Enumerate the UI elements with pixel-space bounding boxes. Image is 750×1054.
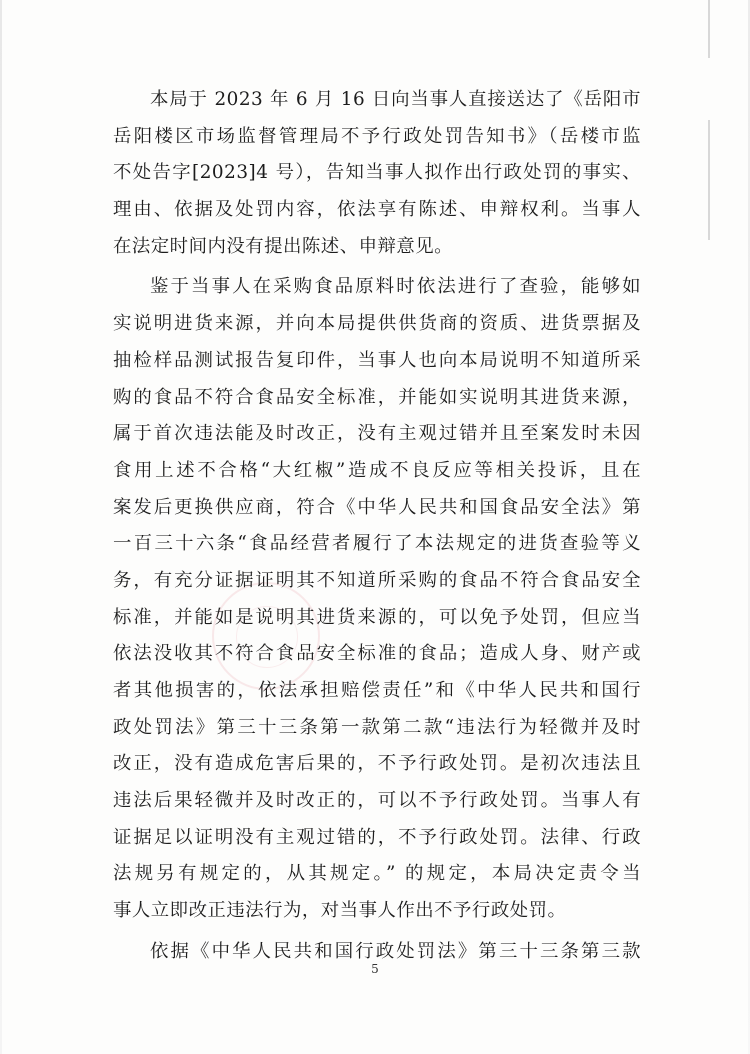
text-line: 者其他损害的，依法承担赔偿责任”和《中华人民共和国行	[113, 680, 641, 701]
text-line: 属于首次违法能及时改正，没有主观过错并且至案发时未因	[113, 423, 641, 445]
scan-edge-left	[0, 0, 2, 1054]
text-line: 法规另有规定的，从其规定。” 的规定，本局决定责令当	[113, 863, 641, 885]
text-line: 购的食品不符合食品安全标准，并能如实说明其进货来源，	[113, 386, 641, 408]
text-line: 改正，没有造成危害后果的，不予行政处罚。是初次违法且	[113, 753, 641, 775]
text-line: 案发后更换供应商，符合《中华人民共和国食品安全法》第	[113, 496, 641, 518]
document-body	[113, 82, 641, 971]
text-line: 标准，并能如是说明其进货来源的，可以免予处罚，但应当	[113, 606, 641, 628]
page-number: 5	[371, 962, 379, 976]
text-line: 抽检样品测试报告复印件，当事人也向本局说明不知道所采	[113, 349, 641, 371]
scan-margin-mark	[708, 0, 710, 58]
text-line: 证据足以证明没有主观过错的，不予行政处罚。法律、行政	[113, 826, 641, 848]
text-line: 政处罚法》第三十三条第一款第二款“违法行为轻微并及时	[113, 716, 641, 738]
scan-margin-mark	[708, 120, 710, 240]
text-line: 事人立即改正违法行为，对当事人作出不予行政处罚。	[113, 900, 567, 922]
text-line: 务，有充分证据证明其不知道所采购的食品不符合食品安全	[113, 569, 641, 591]
text-line: 理由、依据及处罚内容，依法享有陈述、申辩权利。当事人	[113, 199, 641, 221]
text-line: 实说明进货来源，并向本局提供供货商的资质、进货票据及	[113, 313, 641, 335]
paragraph-2	[113, 269, 641, 929]
text-line: 一百三十六条“食品经营者履行了本法规定的进货查验等义	[113, 533, 641, 555]
text-line: 依法没收其不符合食品安全标准的食品；造成人身、财产或	[113, 643, 641, 665]
text-line: 食用上述不合格“大红椒”造成不良反应等相关投诉，且在	[113, 459, 641, 481]
text-line: 本局于 2023 年 6 月 16 日向当事人直接送达了《岳阳市	[150, 89, 641, 110]
text-line: 依据《中华人民共和国行政处罚法》第三十三条第三款	[150, 940, 641, 962]
text-line: 岳阳楼区市场监督管理局不予行政处罚告知书》（岳楼市监	[113, 125, 641, 147]
text-line: 鉴于当事人在采购食品原料时依法进行了查验，能够如	[150, 276, 641, 298]
text-line: 违法后果轻微并及时改正的，可以不予行政处罚。当事人有	[113, 790, 641, 812]
text-line: 在法定时间内没有提出陈述、申辩意见。	[113, 235, 454, 257]
text-line: 不处告字[2023]4 号），告知当事人拟作出行政处罚的事实、	[113, 162, 641, 184]
paragraph-1	[113, 82, 641, 265]
